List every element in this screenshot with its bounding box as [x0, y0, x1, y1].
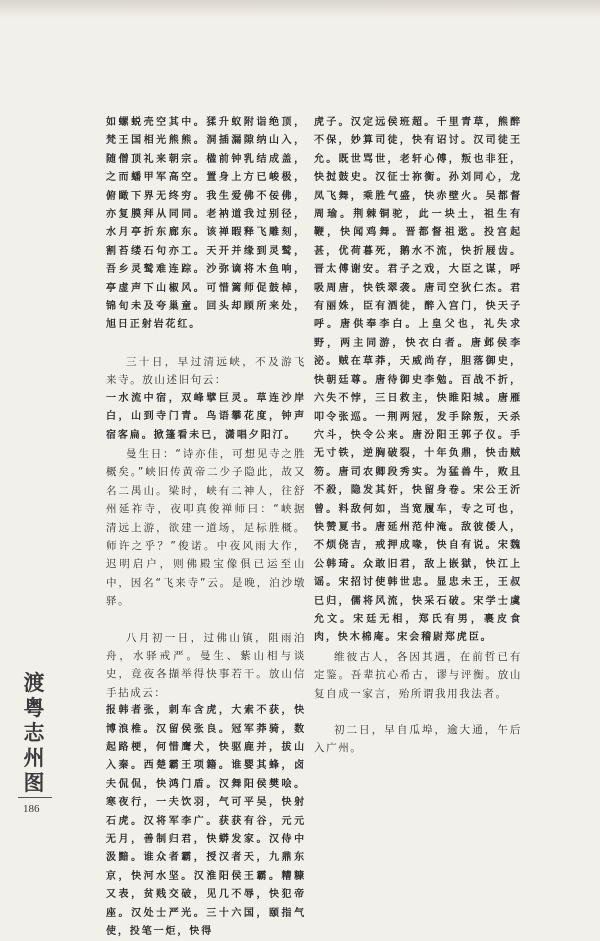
prose-paragraph: 初二日，早自瓜埠，逾大通，午后入广州。: [314, 724, 522, 755]
logo-char: 渡: [23, 670, 45, 695]
prose-paragraph: 曼生日：“诗亦佳，可想见寺之胜概矣。”峡旧传黄帝二少子隐此，故又名二禺山。梁时，峡有二神人，往舒州延祚寺，夜叩真俊禅师曰：“峡据清远上游，欲建一道场，足标胜概。师许之乎？”俊诺。中夜风雨大作，迟明启户，则佛殿宝像俱已运至山中，因名“飞来寺”云。是晚，泊沙墩驿。: [106, 447, 306, 608]
calligraphy-logo: [22, 670, 46, 795]
prose-paragraph: 三十日，早过清远峡，不及游飞来寺。放山述旧句云：: [106, 355, 306, 387]
right-text-column: [314, 114, 522, 758]
paragraph-gap: [314, 703, 522, 721]
logo-char: 志: [23, 720, 45, 745]
prose-paragraph: 维彼古人，各因其遇，在前哲已有定鉴。吾辈抗心希古，谬与评衡。放山复自成一家言，殆所谓我用我法者。: [314, 650, 522, 700]
footer-rule: [18, 797, 52, 798]
logo-char: 州: [23, 745, 45, 770]
verse-paragraph: 如螺蜕壳空其中。猱升蚁附诣绝顶，梵王国相光熊熊。洞插漏隙纳山入，随僧顶礼来朝宗。楹前钟乳结成盖，之而蟠甲军高空。置身上方已峻极，俯瞰下界无终穷。我生爱佛不佞佛，亦复膜拜从同同。老衲道我过别径，水月亭折东廊东。该禅暇释飞雕刻，割苔缕石句亦工。天开并缘到灵鹫，吾乡灵鹫难连踪。沙弥谪将木鱼响，亭虚声下山椒风。可惜篱师促鼓棹，锦旬未及夸巢童。回头却顾所来处，旭日正射岩花红。: [106, 117, 306, 331]
verse-paragraph: 虎子。汉定远侯班超。千里青草，熊醉不保，妙算司徒，快有诏讨。汉司徒王允。既世骂世，老轩心傅，叛也非狂，快挝鼓史。汉征士祢衡。孙刘同心，龙凤飞舞，乘胜气盛，快赤壁火。吴都督周瑜。荆棘铜驼，此一块土，祖生有鞭，快闻鸡舞。晋都督祖逖。投宫起甚，优荷暮死，鹅水不流，快折屐齿。晋太傅谢安。君子之戏，大臣之谋，呼吸周唐，快铁翠袭。唐司空狄仁杰。君有丽姝，臣有酒徒，醉入宫门，快天子呼。唐供奉李白。上皇父也，礼失求野，两主同游，快衣白者。唐邺侯李泌。贼在草莽，天威尚存，胆落御史，快朝廷尊。唐待御史李勉。百战不折，六失不悖，三日救主，快睢阳城。唐雁叩令张巡。一荆两冠，发手除叛，天杀穴斗，快令公来。唐汾阳王郭子仪。手无寸铁，逆胸破裂，十年负鼎，快击贼笏。唐司农卿段秀实。为猛兽牛，败且不殺，隐发其奸，快留身卷。宋公王沂曾。料敌何如，当宽履车，专之可也，快赞夏书。唐延州范仲淹。敌彼倭人，不烦侥吉，戒押成喙，快自有说。宋魏公韩琦。众敢旧君，敌上嵌獄，快江上谣。宋招讨使韩世忠。显忠未王，王叔已归，儒将风流，快采石破。宋学士虞允文。宋廷无相，郑氏有男，裹皮食肉，快木棉庵。宋会稽尉郑虎臣。: [314, 117, 522, 644]
logo-char: 图: [23, 770, 45, 795]
left-text-column: [106, 114, 306, 941]
paragraph-gap: [106, 611, 306, 629]
paragraph-gap: [106, 335, 306, 353]
page-number: 186: [23, 803, 40, 815]
verse-paragraph: 一水流中宿，双峰擘巨灵。草连沙岸白，山到寺门青。鸟语攀花度，钟声宿客扁。掀篷看未已，潇唱夕阳汀。: [106, 392, 306, 441]
prose-paragraph: 八月初一日，过佛山镇，阻雨泊舟，水驿戒严。曼生、紫山相与谈史，竟夜各擷举得快事若干。放山信手拈成云：: [106, 631, 306, 699]
page-fold-shadow: [0, 0, 600, 18]
verse-paragraph: 报韩者张，刺车含虎，大索不获，快博浪椎。汉留侯张良。冠军莽骑，数起路梗，何惜鹰犬，快驱鹿并，拔山入秦。西楚霸王项籍。谁婴其蜂，卤夫侃侃，快鸿门盾。汉舞阳侯樊哙。寒夜行，一夫饮羽，气可平吴，快射石虎。汉将军李广。获获有谷，元元无月，善制归君，快蟒发家。汉侍中汲黯。谁众者霸，授汉者天，九鼎东京，快河水坚。汉淮阳侯王霸。糟糠又表，贫贱交破，见几不辱，快犯帝座。汉处士严光。三十六国，颐指气使，投笔一炬，快得: [106, 705, 306, 938]
logo-char: 粤: [23, 695, 45, 720]
